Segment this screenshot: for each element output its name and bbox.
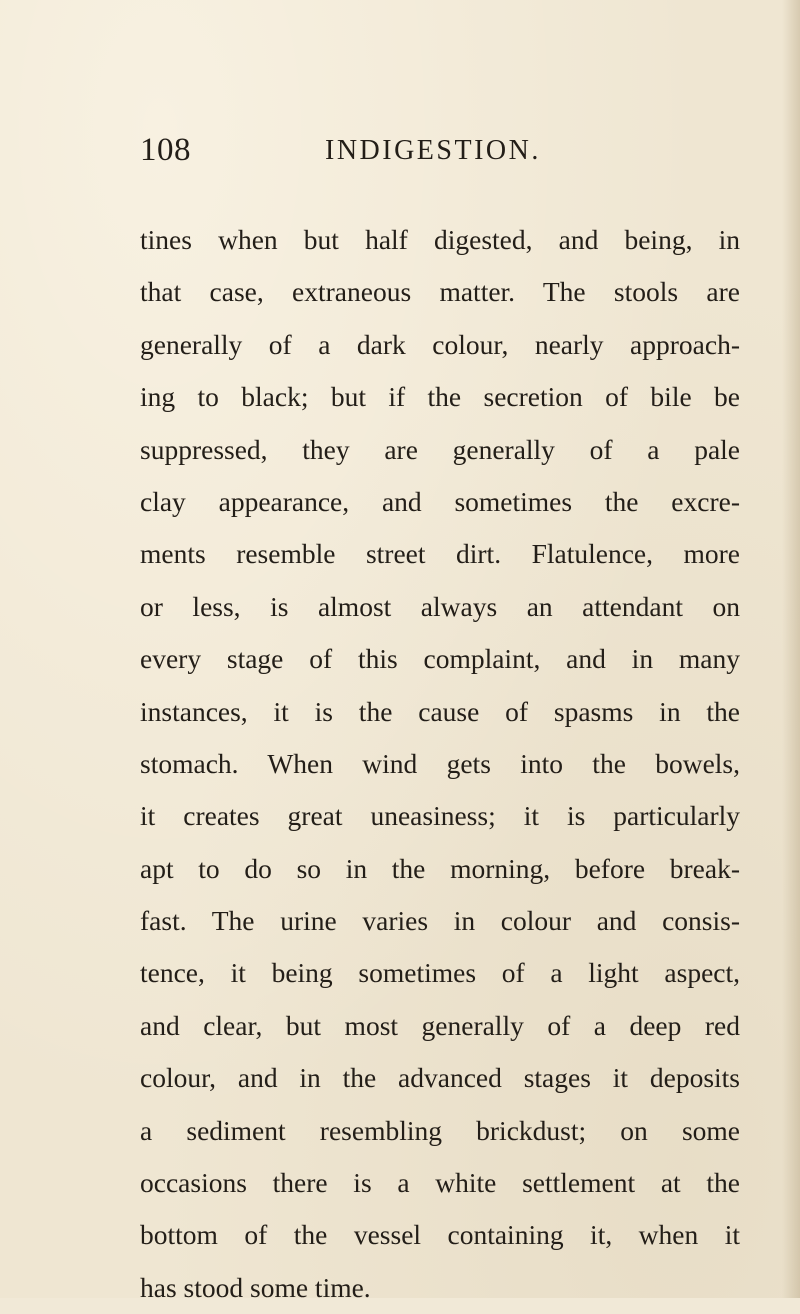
text-line: clay appearance, and sometimes the excre- xyxy=(140,485,740,517)
text-line-last: has stood some time. xyxy=(140,1271,371,1303)
text-line: it creates great uneasiness; it is particularly xyxy=(140,800,740,832)
text-line: bottom of the vessel containing it, when it xyxy=(140,1219,740,1251)
page-number: 108 xyxy=(140,132,191,168)
text-line: every stage of this complaint, and in many xyxy=(140,643,740,675)
text-line: tines when but half digested, and being, in xyxy=(140,224,740,255)
text-line: stomach. When wind gets into the bowels, xyxy=(140,747,740,779)
text-line: apt to do so in the morning, before break- xyxy=(140,852,740,884)
running-head: INDIGESTION. xyxy=(325,135,541,166)
page-edge-shadow xyxy=(782,0,800,1298)
text-line: suppressed, they are generally of a pale xyxy=(140,433,740,465)
text-line: and clear, but most generally of a deep red xyxy=(140,1009,740,1041)
text-line: that case, extraneous matter. The stools are xyxy=(140,276,740,308)
text-line: tence, it being sometimes of a light aspect, xyxy=(140,957,740,989)
text-line: a sediment resembling brickdust; on some xyxy=(140,1114,740,1146)
page-header xyxy=(140,132,740,176)
text-line: or less, is almost always an attendant on xyxy=(140,590,740,622)
text-line: generally of a dark colour, nearly approach- xyxy=(140,328,740,360)
text-line: instances, it is the cause of spasms in the xyxy=(140,695,740,727)
text-line: ing to black; but if the secretion of bile be xyxy=(140,381,740,413)
text-line: ments resemble street dirt. Flatulence, more xyxy=(140,538,740,570)
text-line: colour, and in the advanced stages it deposits xyxy=(140,1062,740,1094)
text-line: fast. The urine varies in colour and consis- xyxy=(140,905,740,937)
text-line: occasions there is a white settlement at the xyxy=(140,1167,740,1199)
body-text xyxy=(140,214,740,1314)
